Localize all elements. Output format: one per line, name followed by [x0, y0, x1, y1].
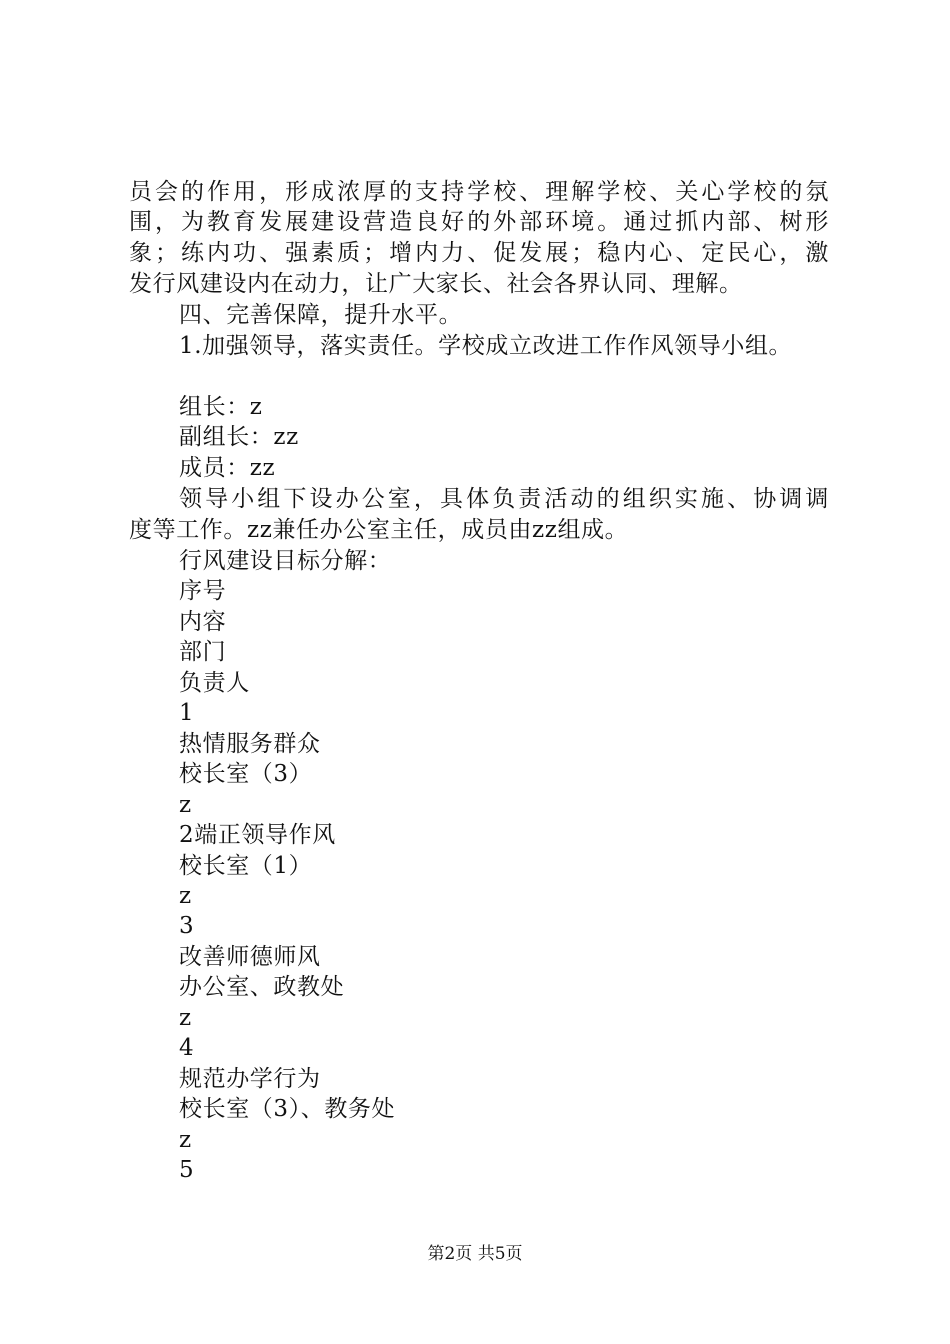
body-line: 员会的作用，形成浓厚的支持学校、理解学校、关心学校的氛	[129, 179, 829, 205]
body-line: 围，为教育发展建设营造良好的外部环境。通过抓内部、树形	[129, 209, 829, 235]
table-cell: 3	[179, 913, 195, 939]
table-header-responsible: 负责人	[179, 670, 250, 696]
members-line: 成员：zz	[179, 455, 276, 481]
body-line: 度等工作。zz兼任办公室主任，成员由zz组成。	[129, 517, 629, 543]
table-caption: 行风建设目标分解：	[179, 548, 392, 574]
page-footer: 第2页 共5页	[427, 1244, 523, 1264]
table-cell: 1	[179, 700, 195, 726]
deputy-leader-line: 副组长：zz	[179, 424, 299, 450]
table-cell: z	[179, 792, 192, 818]
body-line: 领导小组下设办公室，具体负责活动的组织实施、协调调	[179, 486, 829, 512]
table-cell: 校长室（3）、教务处	[179, 1096, 396, 1122]
body-line: 发行风建设内在动力，让广大家长、社会各界认同、理解。	[129, 271, 743, 297]
section-heading: 四、完善保障，提升水平。	[179, 302, 463, 328]
body-line: 象；练内功、强素质；增内力、促发展；稳内心、定民心，激	[129, 240, 829, 266]
table-cell: 规范办学行为	[179, 1066, 321, 1092]
table-cell: 2端正领导作风	[179, 822, 336, 848]
table-cell: z	[179, 883, 192, 909]
table-cell: 改善师德师风	[179, 944, 321, 970]
table-cell: z	[179, 1005, 192, 1031]
table-cell: 校长室（3）	[179, 761, 313, 787]
table-cell: z	[179, 1127, 192, 1153]
table-cell: 办公室、政教处	[179, 974, 345, 1000]
table-header-number: 序号	[179, 578, 227, 604]
table-cell: 校长室（1）	[179, 853, 313, 879]
table-cell: 4	[179, 1035, 195, 1061]
table-cell: 5	[179, 1157, 195, 1183]
table-header-department: 部门	[179, 639, 227, 665]
table-header-content: 内容	[179, 609, 227, 635]
subsection-heading: 1.加强领导，落实责任。学校成立改进工作作风领导小组。	[179, 333, 793, 359]
leader-line: 组长：z	[179, 394, 263, 420]
table-cell: 热情服务群众	[179, 731, 321, 757]
